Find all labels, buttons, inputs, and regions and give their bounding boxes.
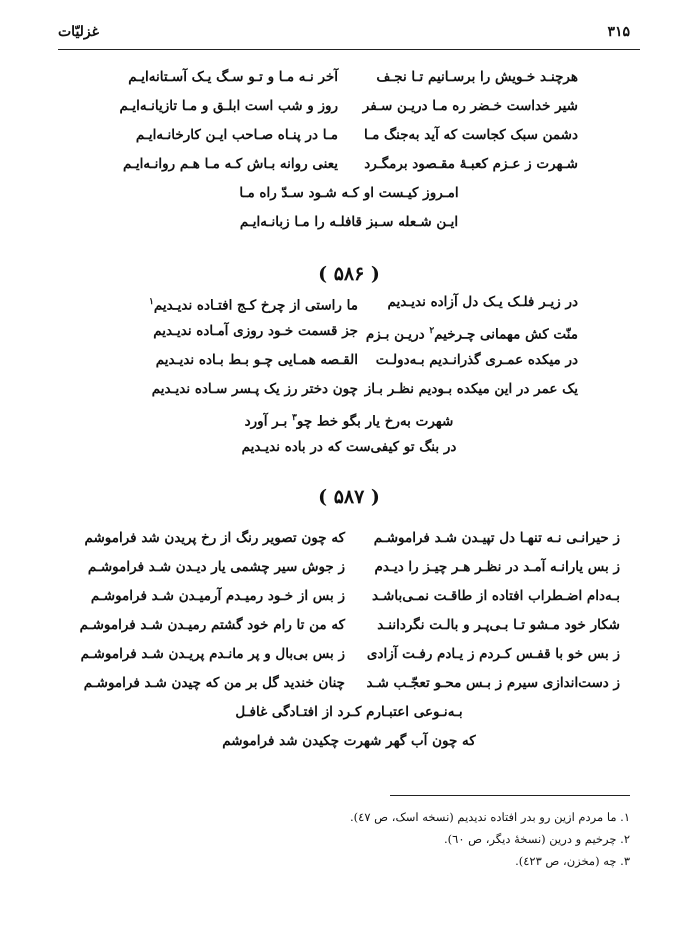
ghazal-number: ( ۵۸۶ ) [318, 263, 380, 285]
hemistich-second: یعنی روانه بـاش کـه مـا هـم روانـه‌ایـم [122, 156, 338, 172]
couplet [0, 346, 578, 375]
hemistich-second: مـا در پنـاه صـاحب ایـن کارخانـه‌ایـم [135, 127, 338, 143]
ghazal-586 [0, 288, 698, 462]
hemistich-first: ز بس یارانـه آمـد در نظـر هـر چیـز را دیـدم [374, 559, 620, 575]
hemistich-second: روز و شب است ابلـق و مـا تازیانـه‌ایـم [119, 98, 338, 114]
hemistich-first: شـهرت ز عـزم کعبـهٔ مقـصود برمگـرد [364, 156, 578, 172]
hemistich-first: هرچنـد خـویش را برسـانیم تـا نجـف [376, 69, 578, 85]
hemistich-second: ما راستی از چرخ کـج افتـاده ندیـدیم$^۱$ [149, 297, 358, 314]
couplet [0, 669, 620, 698]
hemistich-second: آخر نـه مـا و تـو سـگ یـک آسـتانه‌ایـم [128, 69, 338, 85]
page-number: ۳۱۵ [607, 24, 630, 40]
couplet [0, 63, 578, 92]
couplet [0, 92, 578, 121]
footnote-marker: ۳ [292, 413, 297, 423]
poem-block-continued [0, 63, 698, 237]
hemistich-second: ز جوش سیر چشمی یار دیـدن شـد فراموشـم [87, 559, 345, 575]
hemistich-first: ز دست‌اندازی سیرم ز بـس محـو تعجّـب شـد [366, 675, 620, 691]
hemistich-second: چنان خندید گل بر من که چیدن شـد فراموشـم [83, 675, 345, 691]
closing-line: شهرت به‌رخ یار بگو خط چو$^۳$ بـر آورد [244, 413, 454, 430]
couplet [0, 553, 620, 582]
hemistich-first: در زیـر فلـک یـک دل آزاده ندیـدیم [387, 294, 578, 310]
hemistich-first: شیر خداست خـضر ره مـا دریـن سـفر [362, 98, 578, 114]
couplet [0, 524, 620, 553]
couplet [0, 150, 578, 179]
hemistich-second: چون دختر رز یک پـسر سـاده ندیـدیم [151, 381, 358, 397]
hemistich-second: ز بس بی‌بال و پر مانـدم پریـدن شـد فراموشـم [80, 646, 345, 662]
hemistich-first: منّت کش مهمانی چـرخیم$^۲$ دریـن بـزم [365, 326, 578, 343]
running-title: غزلیّات [58, 24, 99, 40]
hemistich-first: دشمن سبک کجاست که آید به‌جنگ مـا [364, 127, 578, 143]
couplet [0, 375, 578, 404]
hemistich-first: شکار خود مـشو تـا بـی‌پـر و بالـت نگرداننـد [377, 617, 620, 633]
footnote-marker: ۱ [149, 297, 154, 307]
couplet [0, 640, 620, 669]
hemistich-second: که من تا رام خود گشتم رمیـدن شـد فراموشـم [79, 617, 345, 633]
footnote-marker: ۲ [429, 326, 435, 336]
hemistich-first: در میکده عمـری گذرانـدیم بـه‌دولـت [375, 352, 578, 368]
closing-line: امـروز کیـست او کـه شـود سـدّ راه مـا [239, 185, 459, 201]
closing-line: ایـن شـعله سـبز قافلـه را مـا زبانـه‌ایـم [239, 214, 459, 230]
closing-line: که چون آب گهر شهرت چکیدن شد فراموشم [222, 733, 476, 749]
couplet [0, 611, 620, 640]
hemistich-second: جز قسمت خـود روزی آمـاده ندیـدیم [153, 323, 358, 339]
couplet [0, 288, 578, 317]
couplet [0, 582, 620, 611]
ghazal-number: ( ۵۸۷ ) [318, 486, 380, 508]
couplet [0, 317, 578, 346]
footnote: ۳. چه (مخزن، ص ٤٢٣). [515, 854, 630, 868]
footnote: ۱. ما مردم ازین رو بدر افتاده ندیدیم (نسخه اسک، ص ٤٧). [350, 810, 630, 824]
hemistich-second: القـصه همـایی چـو بـط بـاده ندیـدیم [155, 352, 358, 368]
hemistich-first: ز بس خو با قفـس کـردم ز یـادم رفـت آزادی [366, 646, 620, 662]
hemistich-first: یک عمر در این میکده بـودیم نظـر بـاز [364, 381, 578, 397]
header-rule [58, 49, 640, 50]
ghazal-587 [0, 524, 698, 756]
hemistich-second: که چون تصویر رنگ از رخ پریدن شد فراموشم [84, 530, 345, 546]
hemistich-first: ز حیرانـی نـه تنهـا دل تپیـدن شـد فراموشـم [373, 530, 620, 546]
footnote: ۲. چرخیم و درین (نسخهٔ دیگر، ص ٦٠). [444, 832, 630, 846]
footnotes [350, 806, 630, 872]
hemistich-second: ز بس از خـود رمیـدم آرمیـدن شـد فراموشـم [90, 588, 345, 604]
closing-line: بـه‌نـوعی اعتبـارم کـرد از افتـادگی غافـل [235, 704, 463, 720]
couplet [0, 121, 578, 150]
closing-line: در بنگ تو کیفی‌ست که در باده ندیـدیم [241, 439, 457, 455]
footnote-rule [390, 795, 630, 796]
hemistich-first: بـه‌دام اضـطراب افتاده از طاقـت نمـی‌باشـد [372, 588, 620, 604]
